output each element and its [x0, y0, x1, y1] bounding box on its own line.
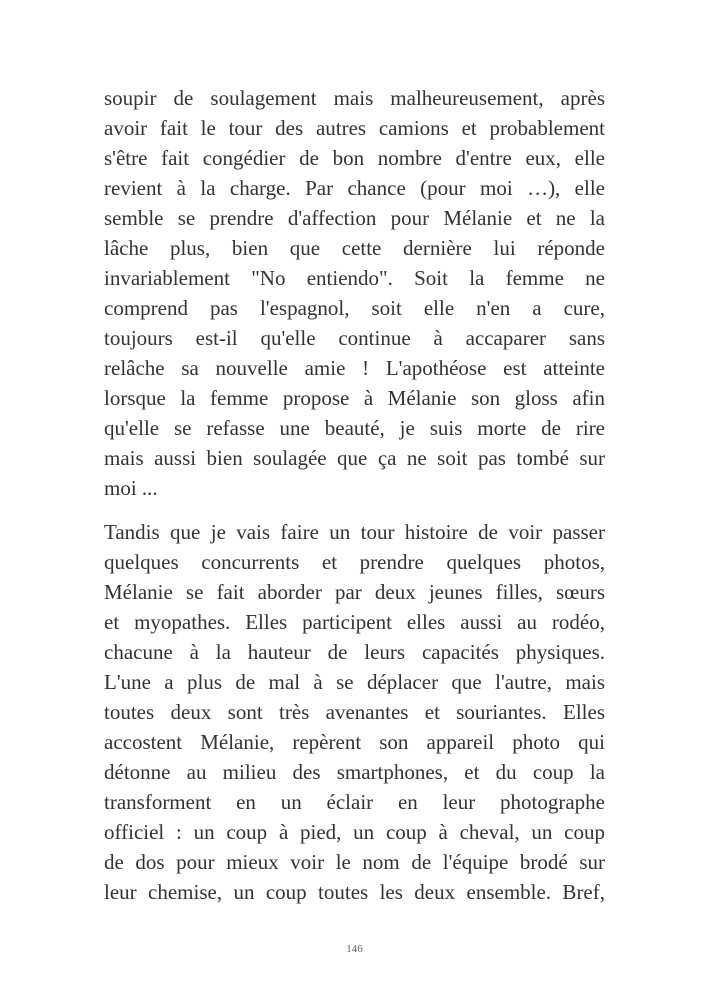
text-line: Tandis que je vais faire un tour histoire de voir passer [104, 520, 605, 544]
paragraph-2 [104, 517, 605, 907]
page-number: 146 [346, 943, 363, 955]
text-line: accostent Mélanie, repèrent son appareil photo qui [104, 730, 605, 754]
text-line: invariablement "No entiendo". Soit la femme ne [104, 266, 605, 290]
text-line: toutes deux sont très avenantes et souriantes. Elles [104, 700, 605, 724]
text-line: détonne au milieu des smartphones, et du coup la [104, 760, 605, 784]
text-line: semble se prendre d'affection pour Mélanie et ne la [104, 206, 605, 230]
text-line: revient à la charge. Par chance (pour moi …), elle [104, 176, 605, 200]
text-line: transforment en un éclair en leur photographe [104, 790, 605, 814]
text-line: s'être fait congédier de bon nombre d'entre eux, elle [104, 146, 605, 170]
text-line: avoir fait le tour des autres camions et probablement [104, 116, 605, 140]
text-line: soupir de soulagement mais malheureusement, après [104, 86, 605, 110]
text-line: leur chemise, un coup toutes les deux ensemble. Bref, [104, 880, 605, 904]
text-line: L'une a plus de mal à se déplacer que l'autre, mais [104, 670, 605, 694]
text-line: et myopathes. Elles participent elles aussi au rodéo, [104, 610, 605, 634]
text-line: lâche plus, bien que cette dernière lui réponde [104, 236, 605, 260]
text-line: comprend pas l'espagnol, soit elle n'en a cure, [104, 296, 605, 320]
text-line: quelques concurrents et prendre quelques photos, [104, 550, 605, 574]
text-line: officiel : un coup à pied, un coup à cheval, un coup [104, 820, 605, 844]
text-line: qu'elle se refasse une beauté, je suis morte de rire [104, 416, 605, 440]
text-line: chacune à la hauteur de leurs capacités physiques. [104, 640, 605, 664]
text-line: Mélanie se fait aborder par deux jeunes filles, sœurs [104, 580, 605, 604]
text-line: mais aussi bien soulagée que ça ne soit pas tombé sur [104, 446, 605, 470]
text-line: lorsque la femme propose à Mélanie son gloss afin [104, 386, 605, 410]
text-line: toujours est-il qu'elle continue à accaparer sans [104, 326, 605, 350]
text-line: moi ... [104, 476, 158, 500]
text-line: de dos pour mieux voir le nom de l'équipe brodé sur [104, 850, 605, 874]
paragraph-1 [104, 83, 605, 503]
text-line: relâche sa nouvelle amie ! L'apothéose est atteinte [104, 356, 605, 380]
